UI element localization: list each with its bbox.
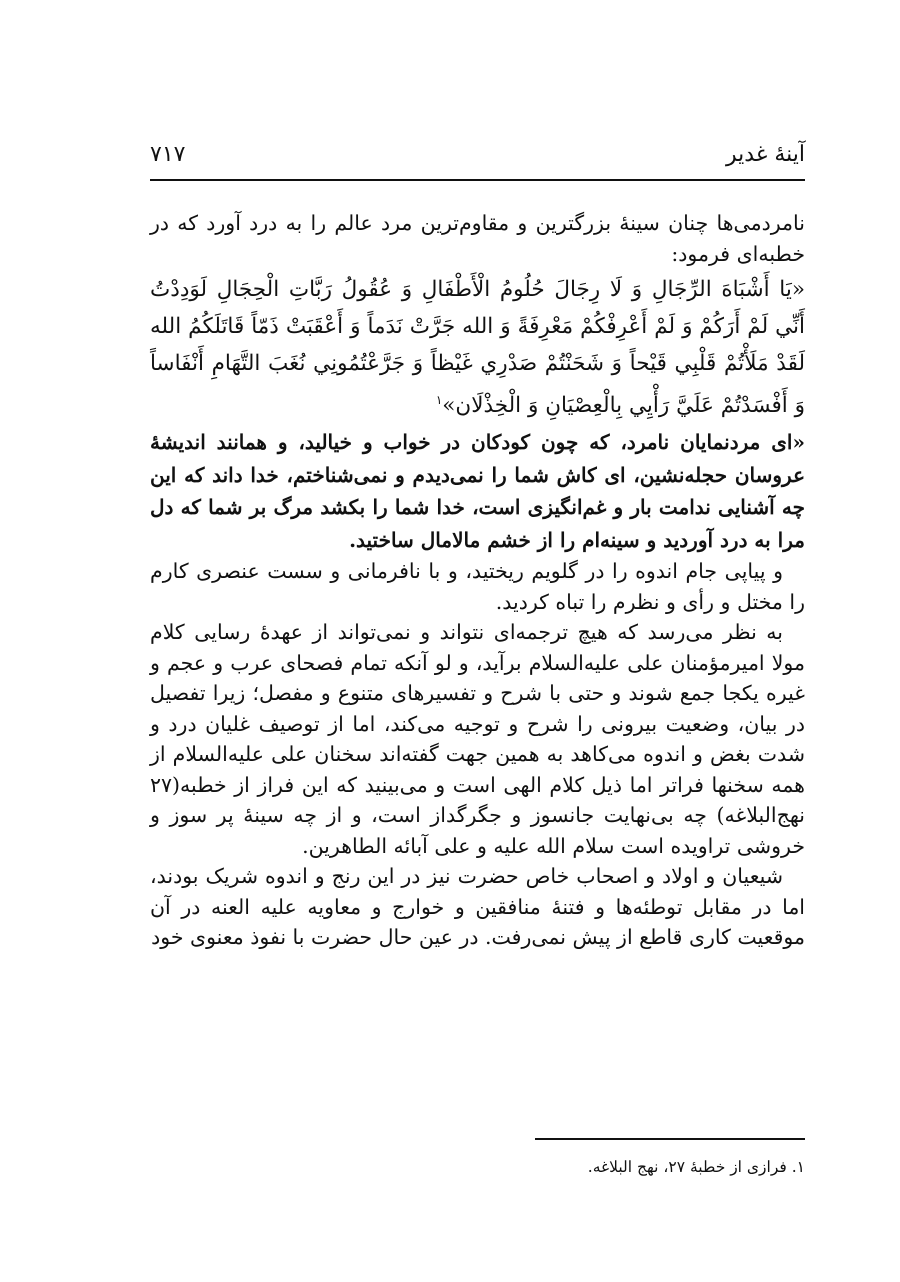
- footnote-divider: [535, 1138, 805, 1140]
- intro-paragraph: نامردمی‌ها چنان سینهٔ بزرگترین و مقاوم‌ترین مرد عالم را به درد آورد که در خطبه‌ای فرمود:: [150, 211, 805, 266]
- page-number: ۷۱۷: [150, 142, 186, 167]
- paragraph-3: شیعیان و اولاد و اصحاب خاص حضرت نیز در این رنج و اندوه شریک بودند، اما در مقابل توطئه‌ها و فتنهٔ منافقین و خوارج و معاویه علیه العنه در آن موقعیت کاری قاطع از پیش نمی‌رفت. در عین حال حضرت با نفوذ معنوی خود: [150, 864, 805, 950]
- arabic-quote: [150, 271, 805, 424]
- page-body: [150, 208, 805, 953]
- paragraph-2: به نظر می‌رسد که هیچ ترجمه‌ای نتواند و نمی‌تواند از عهدهٔ رسایی کلام مولا امیرمؤمنان علی علیه‌السلام برآید، و لو آنکه تمام فصحای عرب و عجم و غیره یکجا جمع شوند و حتی با شرح و تفسیرهای متنوع و مفصل؛ زیرا تفصیل در بیان، وضعیت بیرونی را شرح و توجیه می‌کند، اما از توصیف غلیان درد و شدت بغض و اندوه می‌کاهد به همین جهت گفته‌اند سخنان علی علیه‌السلام از همه سخنها فراتر اما ذیل کلام الهی است و می‌بینید که این فراز از خطبه(۲۷ نهج‌البلاغه) چه بی‌نهایت جانسوز و جگرگداز است، و از چه سینهٔ پر سوز و خروشی تراویده است سلام الله علیه و علی آبائه الطاهرین.: [150, 620, 805, 858]
- paragraph-1: و پیاپی جام اندوه را در گلویم ریختید، و با نافرمانی و سست عنصری کارم را مختل و رأی و نظرم را تباه کردید.: [150, 559, 805, 614]
- arabic-quote-text: «یَا أَشْبَاهَ الرِّجَالِ وَ لَا رِجَالَ حُلُومُ الْأَطْفَالِ وَ عُقُولُ رَبَّاتِ الْحِجَالِ لَوَدِدْتُ أَنِّي لَمْ أَرَكُمْ وَ لَمْ أَعْرِفْكُمْ مَعْرِفَةً وَ الله جَرَّتْ نَدَماً وَ أَعْقَبَتْ ذَمّاً قَاتَلَكُمُ الله لَقَدْ مَلَأْتُمْ قَلْبِي قَيْحاً وَ شَحَنْتُمْ صَدْرِي غَيْظاً وَ جَرَّعْتُمُونِي نُغَبَ التَّهَامِ أَنْفَاساً وَ أَفْسَدْتُمْ عَلَيَّ رَأْيِي بِالْعِصْيَانِ وَ الْخِذْلَان»: [150, 277, 805, 419]
- book-title: آینهٔ غدیر: [726, 142, 805, 167]
- quote-translation: «ای مردنمایان نامرد، که چون کودکان در خواب و خیالید، و همانند اندیشهٔ عروسان حجله‌نشین، ای کاش شما را نمی‌دیدم و نمی‌شناختم، خدا داند که این چه آشنایی ندامت بار و غم‌انگیزی است، خدا شما را بکشد مرگ بر شما که دل مرا به درد آوردید و سینه‌ام را از خشم مالامال ساختید.: [150, 430, 805, 552]
- header-divider: [150, 179, 805, 181]
- running-header: [150, 140, 805, 180]
- footnote: ۱. فرازی از خطبهٔ ۲۷، نهج البلاغه.: [587, 1158, 805, 1176]
- footnote-marker: ۱: [435, 393, 443, 407]
